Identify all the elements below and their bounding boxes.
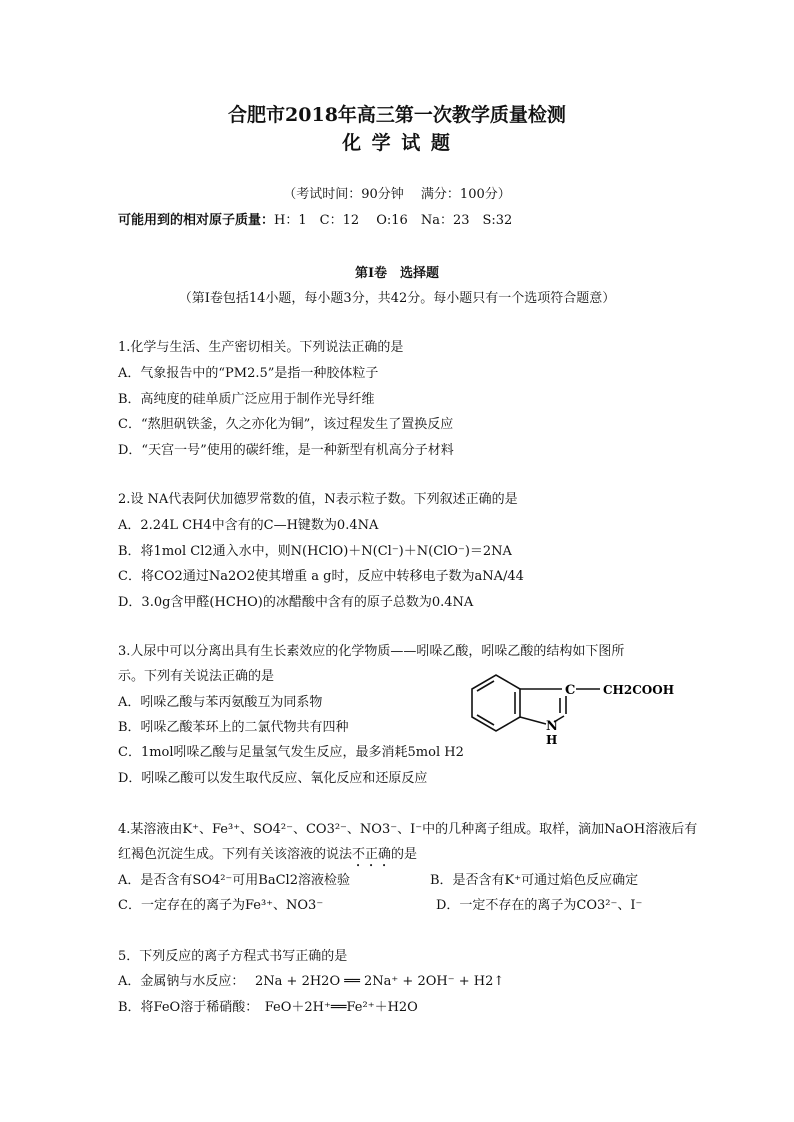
question-4-stem-pre: 红褐色沉淀生成。下列有关该溶液的说法 [118,847,353,862]
question-2-option-d: D．3.0g含甲醛(HCHO)的冰醋酸中含有的原子总数为0.4NA [118,595,474,610]
question-3-option-c: C．1mol吲哚乙酸与足量氢气发生反应，最多消耗5mol H2 [118,745,464,760]
question-4-stem-emphasis: 不正确 [352,847,392,862]
structure-h-label: H [546,733,558,746]
exam-info: （考试时间：90分钟 满分：100分） [283,187,511,202]
question-3-option-a: A．吲哚乙酸与苯丙氨酸互为同系物 [118,695,323,710]
question-1-option-d: D．“天宫一号”使用的碳纤维，是一种新型有机高分子材料 [118,443,454,458]
question-4-stem-line1: 4.某溶液由K⁺、Fe³⁺、SO4²⁻、CO3²⁻、NO3⁻、I⁻中的几种离子组成。取样，滴加NaOH溶液后有 [118,822,698,837]
structure-side-chain: CH2COOH [603,683,675,697]
question-1-stem: 1.化学与生活、生产密切相关。下列说法正确的是 [118,340,404,355]
question-1-option-a: A．气象报告中的“PM2.5”是指一种胶体粒子 [118,366,379,381]
question-4-option-d: D．一定不存在的离子为CO3²⁻、I⁻ [436,898,643,913]
question-1-option-b: B．高纯度的硅单质广泛应用于制作光导纤维 [118,392,375,407]
question-4-option-c: C．一定存在的离子为Fe³⁺、NO3⁻ [118,898,324,913]
question-1-option-c: C．“熬胆矾铁釜，久之亦化为铜”，该过程发生了置换反应 [118,417,454,432]
question-3-stem-line1: 3.人尿中可以分离出具有生长素效应的化学物质——吲哚乙酸，吲哚乙酸的结构如下图所 [118,644,625,659]
section-title: 第Ⅰ卷 选择题 [354,266,440,281]
structure-c-label: C [565,683,576,698]
question-3-option-b: B．吲哚乙酸苯环上的二氯代物共有四种 [118,720,349,735]
structure-n-label: N [546,719,558,734]
question-4-stem-line2 [118,843,417,870]
atomic-mass-values: H：1 C：12 O:16 Na：23 S:32 [274,213,513,228]
question-5-option-b: B．将FeO溶于稀硝酸： FeO＋2H⁺══Fe²⁺＋H2O [118,1000,418,1015]
question-2-option-a: A．2.24L CH4中含有的C—H键数为0.4NA [118,518,379,533]
question-2-stem: 2.设 NA代表阿伏加德罗常数的值，N表示粒子数。下列叙述正确的是 [118,492,518,507]
question-5-option-a: A．金属钠与水反应： 2Na + 2H2O ══ 2Na⁺ + 2OH⁻ + H2↑ [118,974,505,989]
question-3-stem-line2: 示。下列有关说法正确的是 [118,669,275,684]
question-2-option-c: C．将CO2通过Na2O2使其增重 a g时，反应中转移电子数为aNA/44 [118,569,524,584]
question-3-option-d: D．吲哚乙酸可以发生取代反应、氧化反应和还原反应 [118,771,428,786]
question-4-stem-post: 的是 [391,847,418,862]
question-5-stem: 5．下列反应的离子方程式书写正确的是 [118,949,348,964]
question-4-option-a: A．是否含有SO4²⁻可用BaCl2溶液检验 [118,873,350,888]
indole-acetic-acid-structure [470,668,680,746]
question-4-option-b: B．是否含有K⁺可通过焰色反应确定 [430,873,639,888]
page-subtitle: 化 学 试 题 [342,132,452,154]
question-2-option-b: B．将1mol Cl2通入水中，则N(HClO)＋N(Cl⁻)＋N(ClO⁻)＝2NA [118,544,512,559]
atomic-mass-line [118,209,512,228]
section-note: （第Ⅰ卷包括14小题，每小题3分，共42分。每小题只有一个选项符合题意） [178,291,616,306]
page-title: 合肥市2018年高三第一次教学质量检测 [228,104,566,126]
atomic-mass-label: 可能用到的相对原子质量： [118,213,275,228]
